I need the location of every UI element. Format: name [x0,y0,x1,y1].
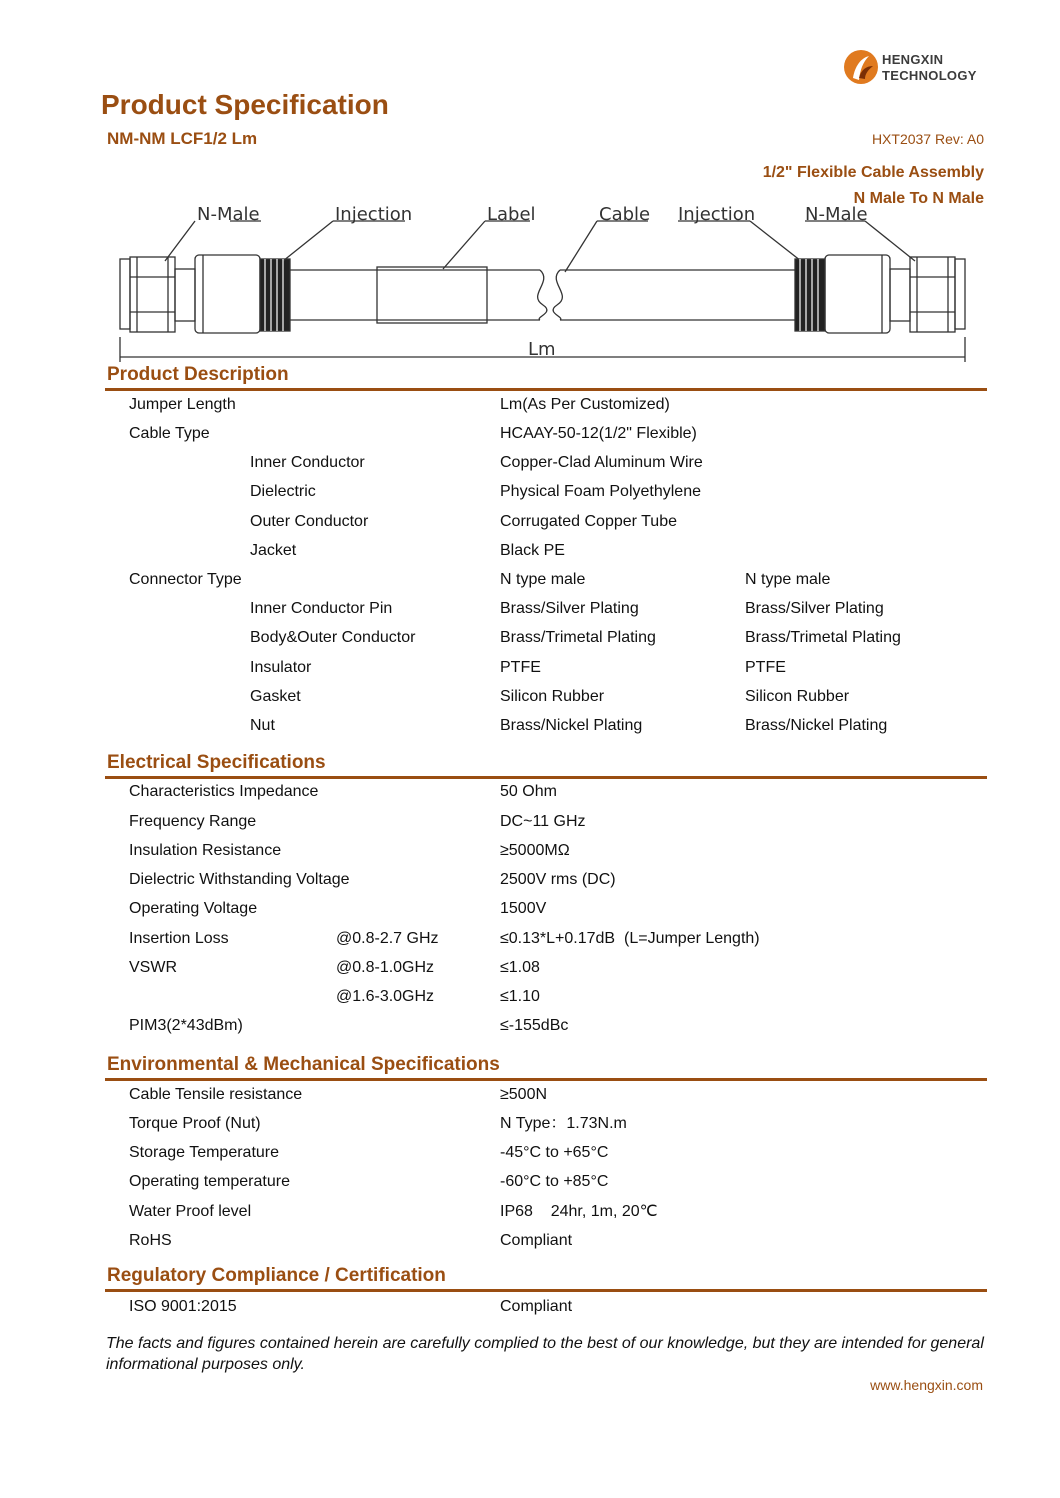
spec-value: -60°C to +85°C [500,1173,609,1190]
company-logo [843,48,993,88]
spec-row [0,565,1060,594]
spec-row [0,1138,1060,1167]
spec-row [0,1197,1060,1226]
spec-value-2: N type male [745,571,831,588]
spec-row [0,1292,1060,1321]
spec-value: Corrugated Copper Tube [500,513,677,530]
spec-label: Cable Type [129,425,210,442]
disclaimer-text: The facts and figures contained herein are carefully complied to the best of our knowledge, but they are intended for general informational purposes only. [106,1335,984,1373]
section-product-description [105,364,987,391]
spec-label: RoHS [129,1232,172,1249]
spec-row [0,594,1060,623]
spec-label: Inner Conductor Pin [250,600,393,617]
spec-label: Storage Temperature [129,1144,280,1161]
spec-row [0,953,1060,982]
spec-row [0,477,1060,506]
drawing-label-injection-right: Injection [678,204,756,225]
spec-label: Insertion Loss [129,930,229,947]
assembly-subtitle: N Male To N Male [853,190,984,207]
section-regulatory [105,1265,987,1292]
spec-row [0,1080,1060,1109]
spec-value: 2500V rms (DC) [500,871,616,888]
spec-label: Operating Voltage [129,900,258,917]
spec-value: ≥5000MΩ [500,842,570,859]
spec-value: Brass/Silver Plating [500,600,639,617]
spec-label: Dielectric Withstanding Voltage [129,871,350,888]
spec-label: Water Proof level [129,1203,252,1220]
assembly-title: 1/2" Flexible Cable Assembly [762,164,984,181]
spec-label: Characteristics Impedance [129,783,319,800]
spec-value: Silicon Rubber [500,688,605,705]
spec-row [0,924,1060,953]
spec-label: Cable Tensile resistance [129,1086,303,1103]
drawing-label-n-male-right: N-Male [805,204,868,225]
spec-value: IP68 24hr, 1m, 20℃ [500,1203,658,1220]
spec-value-2: Brass/Trimetal Plating [745,629,901,646]
spec-label: Jacket [250,542,297,559]
spec-label: PIM3(2*43dBm) [129,1017,243,1034]
section-title: Regulatory Compliance / Certification [107,1265,446,1286]
spec-label: Frequency Range [129,813,257,830]
spec-value: HCAAY-50-12(1/2" Flexible) [500,425,697,442]
spec-label: Insulation Resistance [129,842,282,859]
spec-row [0,419,1060,448]
spec-row [0,536,1060,565]
spec-row [0,982,1060,1011]
spec-value: 1500V [500,900,547,917]
spec-label: VSWR [129,959,177,976]
page-title: Product Specification [101,89,389,120]
spec-label: Outer Conductor [250,513,369,530]
spec-row [0,682,1060,711]
spec-value: Copper-Clad Aluminum Wire [500,454,703,471]
cable-assembly-drawing [115,197,970,367]
drawing-label-cable: Cable [599,204,651,225]
spec-label: Inner Conductor [250,454,365,471]
document-id: HXT2037 Rev: A0 [871,131,984,147]
section-title: Electrical Specifications [107,752,326,773]
logo-text-line1: HENGXIN [882,52,944,67]
spec-row [0,448,1060,477]
website-link[interactable]: www.hengxin.com [870,1377,983,1393]
spec-label: Gasket [250,688,301,705]
spec-row [0,1109,1060,1138]
drawing-label-injection-left: Injection [335,204,413,225]
spec-row [0,1011,1060,1040]
spec-label: Operating temperature [129,1173,290,1190]
spec-row [0,390,1060,419]
spec-condition: @0.8-1.0GHz [336,959,435,976]
spec-value: Brass/Nickel Plating [500,717,643,734]
spec-value: PTFE [500,659,541,676]
spec-row [0,894,1060,923]
spec-label: Insulator [250,659,312,676]
spec-label: Dielectric [250,483,316,500]
spec-row [0,836,1060,865]
drawing-label-n-male-left: N-Male [197,204,260,225]
logo-mark-icon [843,48,879,86]
spec-value: 50 Ohm [500,783,557,800]
spec-label: Torque Proof (Nut) [129,1115,261,1132]
spec-value-2: Silicon Rubber [745,688,850,705]
spec-value-2: PTFE [745,659,786,676]
spec-row [0,777,1060,806]
spec-value-2: Brass/Silver Plating [745,600,884,617]
spec-value: Black PE [500,542,565,559]
spec-label: Body&Outer Conductor [250,629,416,646]
spec-row [0,865,1060,894]
section-title: Product Description [107,364,289,385]
spec-condition: @0.8-2.7 GHz [336,930,439,947]
spec-value: ≥500N [500,1086,548,1103]
spec-label: Connector Type [129,571,242,588]
spec-value: ≤1.08 [500,959,540,976]
spec-value: ≤-155dBc [500,1017,569,1034]
spec-row [0,1167,1060,1196]
spec-value: Brass/Trimetal Plating [500,629,656,646]
spec-row [0,1226,1060,1255]
section-environmental [105,1054,987,1081]
spec-value: DC~11 GHz [500,813,586,830]
spec-value: ≤1.10 [500,988,540,1005]
spec-label: ISO 9001:2015 [129,1298,237,1315]
spec-row [0,507,1060,536]
drawing-label-label: Label [487,204,536,225]
spec-value-2: Brass/Nickel Plating [745,717,888,734]
spec-row [0,711,1060,740]
spec-row [0,653,1060,682]
spec-row [0,623,1060,652]
spec-value: ≤0.13*L+0.17dB (L=Jumper Length) [500,930,760,947]
spec-value: N Type：1.73N.m [500,1115,627,1132]
spec-condition: @1.6-3.0GHz [336,988,435,1005]
spec-value: Compliant [500,1232,573,1249]
spec-value: Lm(As Per Customized) [500,396,670,413]
logo-text-line2: TECHNOLOGY [882,68,977,83]
product-model: NM-NM LCF1/2 Lm [107,129,258,148]
section-electrical [105,752,987,779]
spec-value: Compliant [500,1298,573,1315]
section-title: Environmental & Mechanical Specifications [107,1054,500,1075]
spec-label: Jumper Length [129,396,236,413]
spec-value: N type male [500,571,586,588]
spec-value: Physical Foam Polyethylene [500,483,701,500]
spec-value: -45°C to +65°C [500,1144,609,1161]
spec-label: Nut [250,717,275,734]
spec-row [0,807,1060,836]
drawing-length-label: Lm [528,339,556,360]
